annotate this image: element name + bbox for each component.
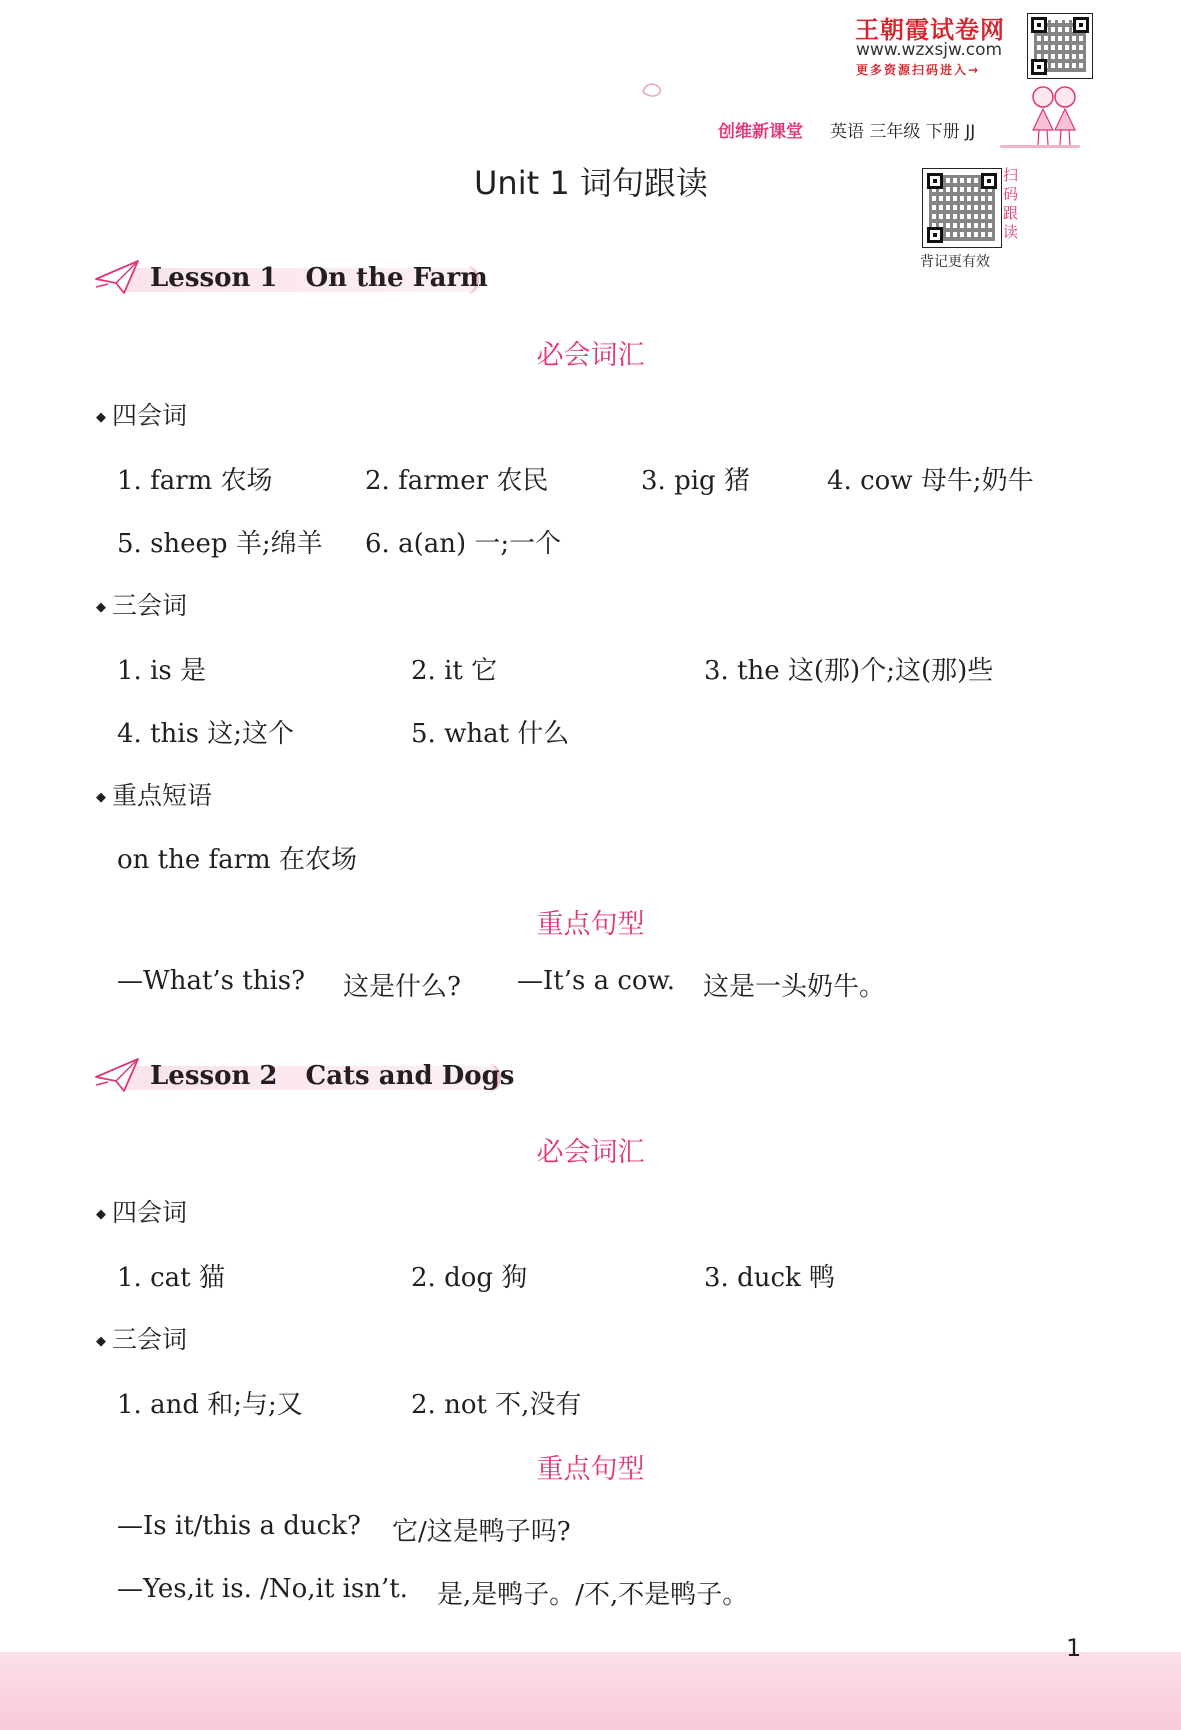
lesson2-banner [94,1053,515,1103]
list-item: 5. sheep 羊;绵羊 [117,529,323,559]
list-item: 1. and 和;与;又 [117,1390,303,1420]
diamond-bullet-icon: ◆ [96,790,106,805]
header-divider [1000,145,1080,148]
lesson2-four-skill-label: ◆ 四会词 [96,1198,188,1227]
footer-band [0,1652,1181,1730]
list-item: 2. farmer 农民 [365,466,549,496]
lesson2-three-skill-label: ◆ 三会词 [96,1325,188,1354]
series-name: 创维新课堂 [718,122,803,142]
phrase-item: on the farm 在农场 [117,845,357,875]
sentence-question: —Is it/this a duck? [117,1511,361,1541]
sentence-translation: 这是一头奶牛。 [703,972,886,1002]
unit-title: Unit 1 词句跟读 [474,164,708,202]
diamond-bullet-icon: ◆ [96,1334,106,1349]
lesson1-three-skill-label: ◆ 三会词 [96,591,188,620]
lesson1-vocab-heading: 必会词汇 [536,340,645,371]
list-item: 2. not 不,没有 [411,1390,582,1420]
list-item: 4. cow 母牛;奶牛 [827,466,1034,496]
sentence-translation: 它/这是鸭子吗? [392,1517,571,1547]
brand-more-link[interactable]: 更多资源扫码进入→ [856,63,981,77]
sentence-answer: —Yes,it is. /No,it isn’t. [117,1574,408,1604]
list-item: 3. the 这(那)个;这(那)些 [704,656,994,686]
lesson2-sentence-heading: 重点句型 [536,1454,645,1485]
brand-qr-code[interactable] [1027,13,1093,79]
list-item: 5. what 什么 [411,719,570,749]
list-item: 1. farm 农场 [117,466,273,496]
list-item: 1. cat 猫 [117,1263,225,1293]
list-item: 2. dog 狗 [411,1263,528,1293]
lesson2-vocab-heading: 必会词汇 [536,1137,645,1168]
brand-url[interactable]: www.wzxsjw.com [856,40,1003,60]
qr-caption: 背记更有效 [920,254,990,270]
brand-name: 王朝霞试卷网 [855,16,1005,44]
diamond-bullet-icon: ◆ [96,1207,106,1222]
lesson1-banner [94,255,494,305]
paper-plane-icon [94,1055,140,1095]
paper-plane-icon [94,257,140,297]
list-item: 3. duck 鸭 [704,1263,836,1293]
list-item: 1. is 是 [117,656,206,686]
list-item: 2. it 它 [411,656,498,686]
sentence-translation: 是,是鸭子。/不,不是鸭子。 [437,1580,749,1610]
cartoon-girls-icon [1025,75,1085,150]
list-item: 4. this 这;这个 [117,719,294,749]
lesson1-four-skill-label: ◆ 四会词 [96,401,188,430]
doodle-icon [640,80,664,100]
diamond-bullet-icon: ◆ [96,410,106,425]
sentence-translation: 这是什么? [343,972,461,1002]
subject-info: 英语 三年级 下册 JJ [830,122,976,142]
qr-side-label: 扫 码 跟 读 [1003,166,1019,241]
sentence-answer: —It’s a cow. [517,966,676,996]
lesson1-phrase-label: ◆ 重点短语 [96,781,213,810]
follow-read-qr-code[interactable] [922,168,1002,248]
diamond-bullet-icon: ◆ [96,600,106,615]
lesson2-title: Lesson 2 Cats and Dogs [150,1061,515,1091]
lesson1-title: Lesson 1 On the Farm [150,263,488,293]
list-item: 3. pig 猪 [641,466,750,496]
lesson1-sentence-heading: 重点句型 [536,909,645,940]
list-item: 6. a(an) 一;一个 [365,529,562,559]
page-number: 1 [1066,1634,1082,1662]
sentence-question: —What’s this? [117,966,306,996]
